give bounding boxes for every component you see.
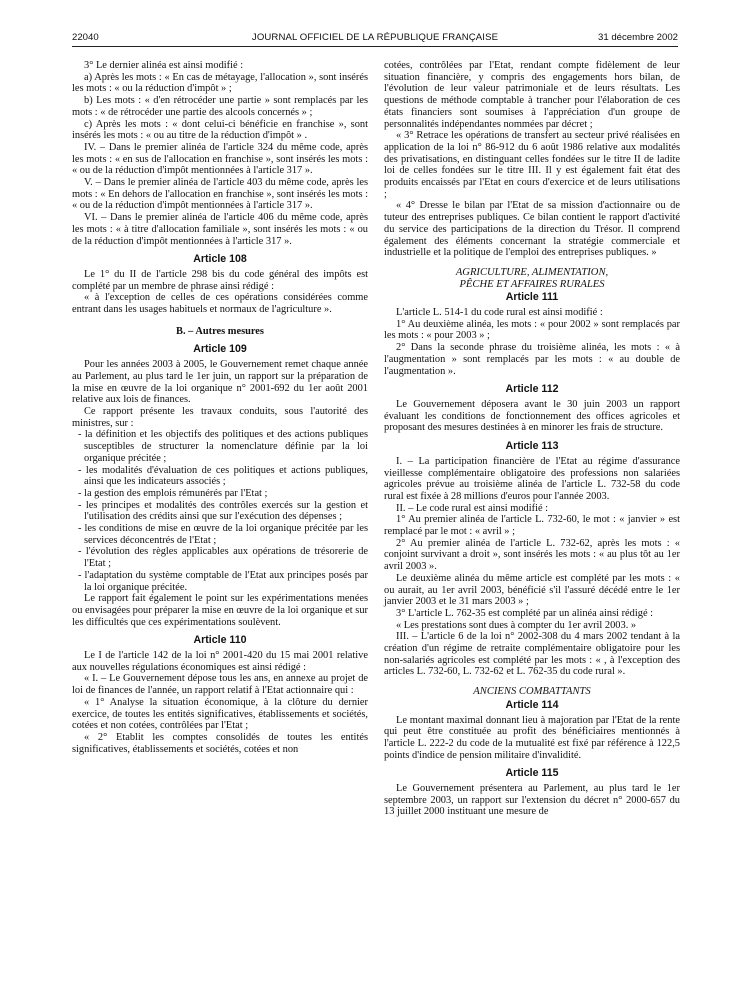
article-110-title: Article 110	[193, 634, 247, 647]
paragraph: 3° Le dernier alinéa est ainsi modifié :	[84, 60, 244, 71]
paragraph: IV. – Dans le premier alinéa de l'article 324 du même code, après les mots : « en sus de l'allocation en franchise », sont insérés les mots : « ou de la réduction d'impôt mentionnées à l'article 317 ».	[72, 141, 368, 177]
paragraph: 1° Au premier alinéa de l'article L. 732-60, le mot : « janvier » est remplacé par le mot : « avril » ;	[384, 514, 680, 538]
paragraph: b) Les mots : « d'en rétrocéder une partie » sont remplacés par les mots : « de rétrocéder une partie des alcools concernés » ;	[72, 95, 368, 118]
article-113-title: Article 113	[505, 440, 559, 453]
section-anciens-combattants: ANCIENS COMBATTANTS	[473, 686, 591, 698]
page-header	[72, 32, 678, 47]
paragraph: « 3° Retrace les opérations de transfert au secteur privé réalisées en application de la loi n° 86-912 du 6 août 1986 relative aux modalités des privatisations, en distinguant celles fondées sur le titre II de ladite loi de celles fondées sur le titre III. Il y est également fait état des produits encaissés par l'Etat en cours d'exercice et de leurs utilisations ;	[384, 130, 680, 200]
paragraph: cotées, contrôlées par l'Etat, rendant compte fidèlement de leur situation financière, y compris des engagements hors bilan, de l'évolution de leur valeur patrimoniale et de leurs résultats. Les questions de méthode comptable à trancher pour l'élaboration de ces états financiers sont soumises à l'appréciation d'un groupe de personnalités indépendantes nommées par décret ;	[384, 60, 680, 130]
paragraph: V. – Dans le premier alinéa de l'article 403 du même code, après les mots : « En dehors de l'allocation en franchise », sont insérés les mots : « ou de la réduction d'impôt mentionnées à l'article 317 ».	[72, 177, 368, 212]
list-item: - les conditions de mise en œuvre de la loi organique précitée par les services déconcentrés de l'Etat ;	[78, 523, 368, 546]
paragraph: Ce rapport présente les travaux conduits, sous l'autorité des ministres, sur :	[72, 405, 368, 429]
list-item: - la gestion des emplois rémunérés par l'Etat ;	[78, 487, 268, 499]
paragraph: 1° Au deuxième alinéa, les mots : « pour 2002 » sont remplacés par les mots : « pour 2003 » ;	[384, 318, 680, 342]
paragraph: II. – Le code rural est ainsi modifié :	[396, 502, 549, 514]
list-item: - l'évolution des règles applicables aux opérations de trésorerie de l'Etat ;	[78, 546, 368, 570]
article-112-title: Article 112	[505, 383, 559, 396]
paragraph: III. – L'article 6 de la loi n° 2002-308 du 4 mars 2002 tendant à la création d'un régime de retraite complémentaire obligatoire pour les non-salariés agricoles est complété par les mots : « , à l'exception des articles L. 732-60, L. 732-62 et L. 762-35 du code rural ».	[384, 631, 680, 678]
list-item: - les principes et modalités des contrôles exercés sur la gestion et l'utilisation des crédits ainsi que sur l'exécution des dépenses ;	[78, 499, 368, 523]
article-111-title: Article 111	[505, 291, 559, 304]
paragraph: Le Gouvernement déposera avant le 30 juin 2003 un rapport évaluant les conditions de fonctionnement des offices agricoles et proposant des mesures destinées à en minorer les frais de structure.	[384, 398, 680, 434]
paragraph: « 4° Dresse le bilan par l'Etat de sa mission d'actionnaire ou de tuteur des entreprises publiques. Ce bilan contient le rapport d'activité du service des participations de la direction du Trésor. Il comprend également des éléments concernant la stratégie commerciale et industrielle et la politique de l'emploi des entreprises publiques. »	[384, 200, 680, 259]
paragraph: « à l'exception de celles de ces opérations considérées comme entrant dans les usages habituels et normaux de l'agriculture ».	[72, 292, 368, 316]
paragraph: L'article L. 514-1 du code rural est ainsi modifié :	[396, 307, 603, 319]
paragraph: « Les prestations sont dues à compter du 1er avril 2003. »	[396, 619, 637, 631]
issue-date: 31 décembre 2002	[597, 32, 678, 43]
section-autres-mesures: B. – Autres mesures	[176, 325, 264, 337]
article-109-title: Article 109	[193, 343, 247, 356]
journal-title: JOURNAL OFFICIEL DE LA RÉPUBLIQUE FRANÇAISE	[251, 32, 499, 43]
paragraph: Le Gouvernement présentera au Parlement, au plus tard le 1er septembre 2003, un rapport sur l'extension du décret n° 2000-657 du 13 juillet 2000 instituant une mesure de	[384, 783, 680, 818]
article-114-title: Article 114	[505, 698, 559, 711]
page-number: 22040	[72, 32, 99, 43]
paragraph: 2° Au premier alinéa de l'article L. 732-62, après les mots : « conjoint survivant a droit », sont insérés les mots : « au plus tôt au 1er avril 2003 ».	[384, 537, 680, 573]
section-agriculture: AGRICULTURE, ALIMENTATION,	[455, 266, 609, 278]
article-115-title: Article 115	[505, 767, 559, 780]
paragraph: VI. – Dans le premier alinéa de l'article 406 du même code, après les mots : « à titre d'allocation familiale », sont insérés les mots : « ou de la réduction d'impôt mentionnées à l'article 317 ».	[72, 212, 368, 247]
paragraph: Pour les années 2003 à 2005, le Gouvernement remet chaque année au Parlement, au plus tard le 1er juin, un rapport sur la préparation de la mise en œuvre de la loi organique n° 2001-692 du 1er août 2001 relative aux lois de finances.	[72, 359, 368, 406]
paragraph: « 2° Etablit les comptes consolidés de toutes les entités significatives, établissements et sociétés, cotées et non	[72, 731, 368, 755]
list-item: - l'adaptation du système comptable de l'Etat aux principes posés par la loi organique précitée.	[78, 569, 368, 593]
section-agriculture-line2: PÊCHE ET AFFAIRES RURALES	[459, 278, 605, 290]
paragraph: Le 1° du II de l'article 298 bis du code général des impôts est complété par un membre de phrase ainsi rédigé :	[72, 268, 368, 292]
paragraph: Le montant maximal donnant lieu à majoration par l'Etat de la rente qui peut être constituée au profit des bénéficiaires mentionnés à l'article L. 222-2 du code de la mutualité est fixé par référence à 122,5 points d'indice de pension militaire d'invalidité.	[384, 714, 680, 761]
paragraph: « 1° Analyse la situation économique, à la clôture du dernier exercice, de toutes les entités significatives, établissements et sociétés, cotées et non cotées, contrôlées par l'Etat ;	[72, 696, 368, 732]
paragraph: a) Après les mots : « En cas de métayage, l'allocation », sont insérés les mots : « ou la réduction d'impôt » ;	[72, 71, 368, 95]
paragraph: 3° L'article L. 762-35 est complété par un alinéa ainsi rédigé :	[396, 607, 654, 619]
paragraph: I. – La participation financière de l'Etat au régime d'assurance vieillesse complémentaire obligatoire des professions non salariées agricoles prévue au troisième alinéa de l'article L. 732-58 du code rural est fixée à 28 millions d'euros pour l'année 2003.	[384, 455, 680, 502]
paragraph: Le deuxième alinéa du même article est complété par les mots : « ou aurait, au 1er avril 2003, bénéficié s'il l'assuré décédé entre le 1er janvier 2003 et le 31 mars 2003 » ;	[384, 572, 680, 608]
paragraph: Le I de l'article 142 de la loi n° 2001-420 du 15 mai 2001 relative aux nouvelles régulations économiques est ainsi rédigé :	[72, 650, 368, 673]
list-item: - la définition et les objectifs des politiques et des actions publiques susceptibles de structurer la nomenclature définie par la loi organique précitée ;	[78, 429, 368, 464]
left-column	[72, 60, 368, 755]
paragraph: c) Après les mots : « dont celui-ci bénéficie en franchise », sont insérés les mots : « ou au titre de la réduction d'impôt » .	[72, 118, 368, 142]
paragraph: 2° Dans la seconde phrase du troisième alinéa, les mots : « à l'augmentation » sont remplacés par les mots : « au double de l'augmentation ».	[384, 342, 680, 377]
paragraph: Le rapport fait également le point sur les expérimentations menées ou envisagées pour préparer la mise en œuvre de la loi organique et sur les difficultés que ces expérimentations soulèvent.	[72, 593, 368, 628]
paragraph: « I. – Le Gouvernement dépose tous les ans, en annexe au projet de loi de finances de l'année, un rapport relatif à l'Etat actionnaire qui :	[72, 673, 368, 697]
list-item: - les modalités d'évaluation de ces politiques et actions publiques, ainsi que les indicateurs associés ;	[78, 464, 368, 488]
right-column	[384, 60, 680, 818]
article-108-title: Article 108	[193, 253, 247, 266]
